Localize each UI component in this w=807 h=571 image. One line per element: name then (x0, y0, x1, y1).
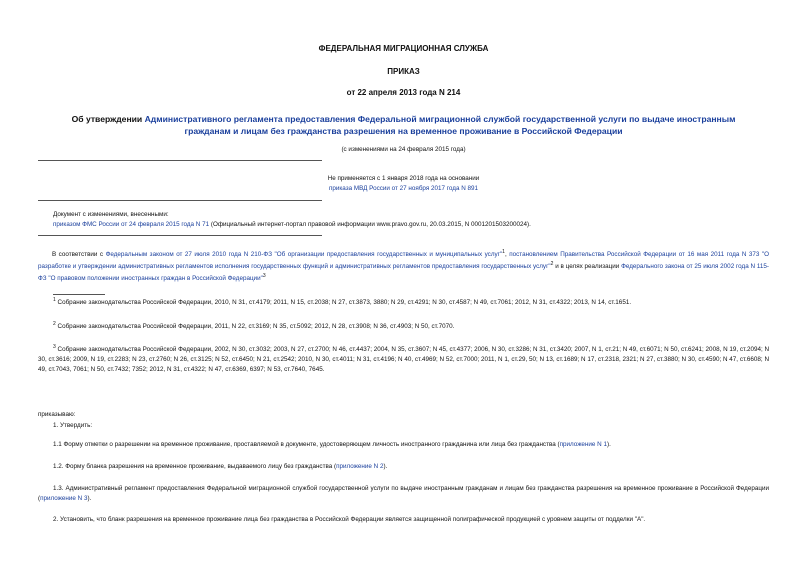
order-command: приказываю: (38, 411, 76, 418)
footnote-ref[interactable]: 3 (262, 272, 266, 279)
footnote (38, 345, 769, 375)
title-prefix: Об утверждении (71, 114, 145, 124)
divider (38, 235, 322, 236)
appendix-1-link[interactable]: приложение N 1 (559, 441, 607, 448)
footnote (53, 298, 769, 308)
footnote-text: Собрание законодательства Российской Федерации, 2002, N 30, ст.3032; 2003, N 27, ст.2700; N 46, ст.4437; 2004, N 35, ст.3607; N 45, ст.4377; 2006, N 30, ст.3286; N 31, ст.3420; 2007, N 1, ст.21; N 49, ст.6071; N 50, ст.6241; 2008, N 19, ст.2094; N 30, ст.3616; 2009, N 19, ст.2283; N 23, ст.2760; N 26, ст.3125; N 52, ст.6450; N 21, ст.2542; 2010, N 30, ст.4011; N 31, ст.4196; N 40, ст.4969; N 52, ст.7000; 2011, N 1, ст.29, 50; N 13, ст.1689; N 17, ст.2318, 2321; N 27, ст.3880; N 30, ст.4590; N 47, ст.6608; N 49, ст.7043, 7061; N 50, ст.7432; 7352; 2012, N 31, ст.4322; N 47, ст.6369, 6397; N 53, ст.7640, 7645. (38, 346, 770, 373)
divider (38, 160, 322, 161)
document-title (62, 113, 745, 137)
not-applied-link[interactable]: приказа МВД России от 27 ноября 2017 года N 891 (328, 185, 479, 192)
appendix-2-link[interactable]: приложение N 2 (336, 463, 384, 470)
date-number-heading: от 22 апреля 2013 года N 214 (346, 88, 461, 97)
changes-link[interactable]: приказом ФМС России от 24 февраля 2015 года N 71 (53, 221, 210, 228)
preamble-text: и в целях реализации (553, 263, 622, 270)
item-1-1 (53, 440, 769, 450)
amended-note: (с изменениями на 24 февраля 2015 года) (341, 146, 466, 153)
title-link[interactable]: Административного регламента предоставления Федеральной миграционной службой государственной услуги по выдаче иностранным гражданам и лицам без гражданства разрешения на временное проживание в Российской Федерации (144, 114, 736, 136)
preamble-link-210fz[interactable]: Федеральным законом от 27 июля 2010 года N 210-ФЗ "Об организации предоставления государственных и муниципальных услуг" (105, 251, 503, 258)
item-text: 1.2. Форму бланка разрешения на временное проживание, выдаваемого лицу без гражданства ( (53, 463, 337, 470)
footnote-divider (53, 294, 105, 295)
footnote-mark: 2 (53, 320, 56, 327)
footnote-text: Собрание законодательства Российской Федерации, 2010, N 31, ст.4179; 2011, N 15, ст.2038; N 27, ст.3873, 3880; N 29, ст.4291; N 30, ст.4587; N 49, ст.7061; 2012, N 31, ст.4322; 2013, N 14, ст.1651. (55, 299, 632, 306)
footnote (53, 322, 769, 332)
item-text: 1.3. Административный регламент предоставления Федеральной миграционной службой государственной услуги по выдаче иностранным гражданам и лицам без гражданства разрешения на временное проживание в Российской Федерации ( (38, 485, 769, 502)
changes-intro: Документ с изменениями, внесенными: (53, 211, 169, 218)
footnote-ref[interactable]: 1 (502, 248, 505, 255)
item-text: ). (87, 495, 92, 502)
preamble-text: , (504, 251, 510, 258)
item-1-3 (38, 484, 769, 504)
changes-rest: (Официальный интернет-портал правовой информации www.pravo.gov.ru, 20.03.2015, N 0001201503200024). (209, 221, 531, 228)
preamble (38, 249, 769, 285)
preamble-text: В соответствии с (52, 251, 106, 258)
appendix-3-link[interactable]: приложение N 3 (40, 495, 88, 502)
doc-type-heading: ПРИКАЗ (387, 67, 420, 76)
item-1: 1. Утвердить: (53, 422, 93, 429)
item-2: 2. Установить, что бланк разрешения на временное проживание лица без гражданства в Российской Федерации является защищенной полиграфической продукцией с уровнем защиты от подделки "А". (53, 516, 646, 523)
item-text: ). (383, 463, 388, 470)
footnote-mark: 1 (53, 296, 56, 303)
item-1-2 (53, 462, 769, 472)
item-text: ). (606, 441, 611, 448)
footnote-mark: 3 (53, 343, 56, 350)
preamble-link-373[interactable]: постановлением Правительства Российской Федерации от 16 мая 2011 года N 373 "О разработке и утверждении административных регламентов исполнения государственных функций и административных регламентов предоставления государственных услуг" (38, 251, 770, 270)
agency-heading: ФЕДЕРАЛЬНАЯ МИГРАЦИОННАЯ СЛУЖБА (318, 44, 489, 53)
item-text: 1.1 Форму отметки о разрешении на временное проживание, проставляемой в документе, удостоверяющем личность иностранного гражданина или лица без гражданства ( (53, 441, 560, 448)
footnote-ref[interactable]: 2 (550, 260, 554, 267)
not-applied-line: Не применяется с 1 января 2018 года на основании (327, 175, 480, 182)
preamble-link-115fz[interactable]: Федерального закона от 25 июля 2002 года N 115-ФЗ "О правовом положении иностранных граждан в Российской Федерации" (38, 263, 769, 282)
changes-line (53, 220, 531, 230)
divider (38, 200, 322, 201)
footnote-text: Собрание законодательства Российской Федерации, 2011, N 22, ст.3169; N 35, ст.5092; 2012, N 28, ст.3908; N 36, ст.4903; N 50, ст.7070. (55, 323, 455, 330)
